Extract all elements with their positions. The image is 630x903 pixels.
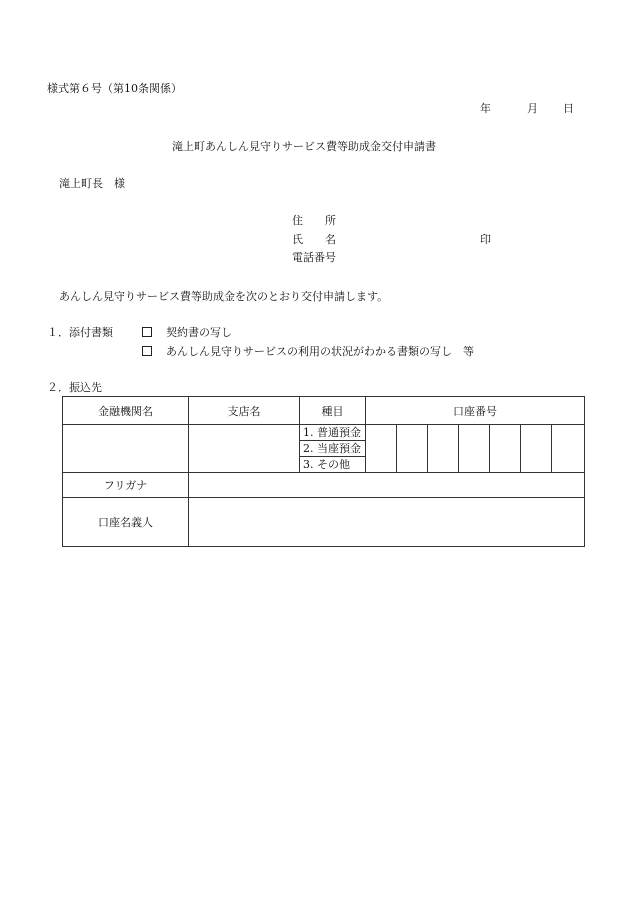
account-digit-field[interactable] xyxy=(521,425,552,473)
bank-name-header: 金融機関名 xyxy=(63,397,189,425)
account-digit-field[interactable] xyxy=(428,425,459,473)
bank-account-table xyxy=(62,396,585,547)
transfer-heading: ２．振込先 xyxy=(47,381,102,394)
account-holder-label: 口座名義人 xyxy=(63,498,189,547)
account-type-options[interactable] xyxy=(300,425,366,473)
phone-label: 電話番号 xyxy=(292,251,336,264)
attachment-label: 契約書の写し xyxy=(166,326,232,339)
seal-mark: 印 xyxy=(480,233,491,246)
account-type-header: 種目 xyxy=(300,397,366,425)
account-digit-field[interactable] xyxy=(490,425,521,473)
bank-name-field[interactable] xyxy=(63,425,189,473)
furigana-label: フリガナ xyxy=(63,473,189,498)
date-month-label: 月 xyxy=(527,102,538,115)
attachments-heading: １．添付書類 xyxy=(47,326,113,339)
account-type-option[interactable]: 1. 普通預金 xyxy=(300,425,365,441)
branch-name-header: 支店名 xyxy=(189,397,300,425)
attachment-item xyxy=(142,324,232,340)
form-number: 様式第６号（第10条関係） xyxy=(47,82,182,95)
checkbox[interactable] xyxy=(142,327,152,337)
date-day-label: 日 xyxy=(563,102,574,115)
name-label: 氏 名 xyxy=(292,233,336,246)
account-digit-field[interactable] xyxy=(459,425,490,473)
attachment-label: あんしん見守りサービスの利用の状況がわかる書類の写し 等 xyxy=(166,345,474,358)
account-holder-field[interactable] xyxy=(189,498,585,547)
account-digit-field[interactable] xyxy=(366,425,397,473)
addressee: 滝上町長 様 xyxy=(59,177,125,190)
date-year-label: 年 xyxy=(480,102,491,115)
account-type-option[interactable]: 3. その他 xyxy=(303,458,350,471)
form-title: 滝上町あんしん見守りサービス費等助成金交付申請書 xyxy=(172,140,436,153)
account-digit-field[interactable] xyxy=(552,425,585,473)
address-label: 住 所 xyxy=(292,214,336,227)
account-number-header: 口座番号 xyxy=(366,397,585,425)
checkbox[interactable] xyxy=(142,346,152,356)
account-type-option[interactable]: 2. 当座預金 xyxy=(300,441,365,457)
furigana-field[interactable] xyxy=(189,473,585,498)
application-statement: あんしん見守りサービス費等助成金を次のとおり交付申請します。 xyxy=(59,290,389,303)
branch-name-field[interactable] xyxy=(189,425,300,473)
account-digit-field[interactable] xyxy=(397,425,428,473)
attachment-item xyxy=(142,343,474,359)
